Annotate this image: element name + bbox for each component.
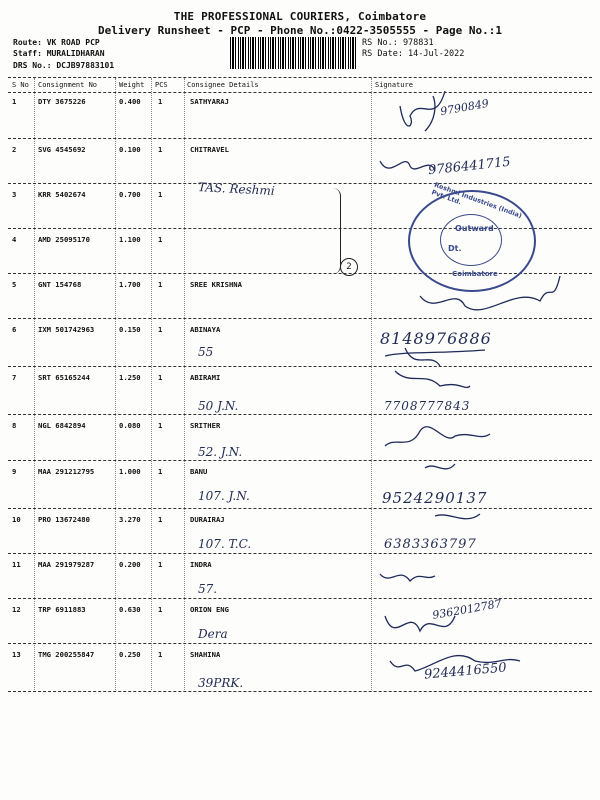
row-sno: 11: [12, 560, 21, 569]
row-sno: 7: [12, 373, 17, 382]
row-sno: 10: [12, 515, 21, 524]
row-signature-note: 9786441715: [427, 154, 512, 179]
row-pcs: 1: [158, 373, 163, 382]
route-label: Route: VK ROAD PCP: [13, 38, 100, 47]
row-weight: 0.150: [119, 325, 141, 334]
row-weight: 1.100: [119, 235, 141, 244]
row-handwritten-address: 57.: [198, 582, 218, 596]
row-signature-note: 9790849: [439, 96, 490, 119]
row-consignee: SREE KRISHNA: [190, 280, 242, 289]
col-consignment: Consignment No: [38, 81, 98, 89]
row-pcs: 1: [158, 605, 163, 614]
row-consignee: SRITHER: [190, 421, 221, 430]
staff-label: Staff: MURALIDHARAN: [13, 49, 105, 58]
signature-row-8: [385, 427, 490, 446]
row-signature-note: 9362012787: [431, 597, 503, 622]
row-consignee: BANU: [190, 467, 208, 476]
row-pcs: 1: [158, 97, 163, 106]
signature-row-7: [395, 371, 470, 387]
row-consignment: TRP 6911883: [38, 605, 86, 614]
row-consignee: DURAIRAJ: [190, 515, 225, 524]
row-consignee: SHAHINA: [190, 650, 221, 659]
col-pcs: PCS: [155, 81, 168, 89]
drs-label: DRS No.: DCJB97883101: [13, 61, 115, 70]
row-weight: 1.250: [119, 373, 141, 382]
row-signature-note: 7708777843: [384, 399, 471, 413]
row-consignment: KRR 5402674: [38, 190, 86, 199]
row-handwritten-address: 50 J.N.: [198, 399, 239, 413]
row-consignee: INDRA: [190, 560, 212, 569]
signature-row-10: [435, 514, 480, 519]
row-consignment: PRO 13672480: [38, 515, 90, 524]
stamp-date: Dt.: [448, 244, 462, 253]
rs-number: RS No.: 978831: [362, 38, 434, 48]
row-consignment: SVG 4545692: [38, 145, 86, 154]
row-pcs: 1: [158, 515, 163, 524]
stamp-city: Coimbatore: [452, 270, 498, 278]
row-consignment: MAA 291979287: [38, 560, 95, 569]
col-signature: Signature: [375, 81, 413, 89]
row-weight: 0.080: [119, 421, 141, 430]
row-sno: 8: [12, 421, 17, 430]
runsheet-title: Delivery Runsheet - PCP - Phone No.:0422-3505555 - Page No.:1: [98, 24, 502, 37]
row-pcs: 1: [158, 145, 163, 154]
row-consignment: AMD 25095170: [38, 235, 90, 244]
row-sno: 13: [12, 650, 21, 659]
row-consignee: ABIRAMI: [190, 373, 221, 382]
row-weight: 1.000: [119, 467, 141, 476]
signature-row-13: [390, 656, 520, 671]
row-weight: 0.100: [119, 145, 141, 154]
row-consignment: TMG 200255847: [38, 650, 95, 659]
row-consignment: IXM 501742963: [38, 325, 95, 334]
row-consignment: GNT 154768: [38, 280, 82, 289]
row-sno: 6: [12, 325, 17, 334]
row-weight: 0.400: [119, 97, 141, 106]
row-sno: 9: [12, 467, 17, 476]
row-sno: 4: [12, 235, 17, 244]
col-weight: Weight: [119, 81, 145, 89]
row-handwritten-address: 55: [198, 345, 214, 359]
signature-row-12: [385, 616, 455, 631]
col-details: Consignee Details: [187, 81, 259, 89]
row-handwritten-address: TAS. Reshmi: [197, 180, 276, 198]
rs-date: RS Date: 14-Jul-2022: [362, 49, 465, 59]
header-top-rule: [8, 77, 592, 78]
row-consignment: NGL 6842894: [38, 421, 86, 430]
row-sno: 1: [12, 97, 17, 106]
row-sno: 12: [12, 605, 21, 614]
row-sno: 3: [12, 190, 17, 199]
row-weight: 0.630: [119, 605, 141, 614]
row-pcs: 1: [158, 280, 163, 289]
row-handwritten-address: Dera: [198, 627, 228, 641]
row-consignee: SATHYARAJ: [190, 97, 229, 106]
row-weight: 1.700: [119, 280, 141, 289]
row-weight: 0.200: [119, 560, 141, 569]
row-handwritten-address: 39PRK.: [198, 676, 244, 690]
row-weight: 0.250: [119, 650, 141, 659]
row-sno: 2: [12, 145, 17, 154]
signature-row-6: [385, 348, 485, 366]
row-pcs: 1: [158, 560, 163, 569]
barcode: [230, 37, 358, 69]
stamp-outward: Outward: [455, 224, 494, 233]
row-signature-note: 6383363797: [384, 537, 477, 552]
row-pcs: 1: [158, 467, 163, 476]
row-pcs: 1: [158, 325, 163, 334]
row-signature-note: 9524290137: [382, 489, 488, 507]
group-annotation: 2: [340, 258, 358, 276]
row-consignee: CHITRAVEL: [190, 145, 229, 154]
grouping-brace: [330, 188, 341, 274]
row-signature-note: 8148976886: [380, 329, 492, 348]
row-handwritten-address: 52. J.N.: [198, 445, 243, 459]
signature-row-11: [380, 574, 435, 581]
row-consignment: SRT 65165244: [38, 373, 90, 382]
row-handwritten-address: 107. T.C.: [198, 537, 252, 551]
row-consignment: DTY 3675226: [38, 97, 86, 106]
signature-row-5: [420, 276, 560, 310]
row-consignee: ORION ENG: [190, 605, 229, 614]
stamp-company: Reshmi Industries (India) Pvt. Ltd.: [430, 180, 523, 220]
signature-strokes: [375, 86, 595, 696]
signature-row-9: [425, 464, 455, 469]
row-pcs: 1: [158, 650, 163, 659]
row-consignee: ABINAYA: [190, 325, 221, 334]
signature-row-1: [400, 91, 445, 131]
signature-row-2: [380, 161, 435, 171]
row-sno: 5: [12, 280, 17, 289]
row-weight: 3.270: [119, 515, 141, 524]
company-title: THE PROFESSIONAL COURIERS, Coimbatore: [173, 10, 427, 23]
row-pcs: 1: [158, 421, 163, 430]
row-consignment: MAA 291212795: [38, 467, 95, 476]
row-weight: 0.700: [119, 190, 141, 199]
row-handwritten-address: 107. J.N.: [198, 489, 250, 503]
col-sno: S No: [12, 81, 29, 89]
row-pcs: 1: [158, 235, 163, 244]
row-pcs: 1: [158, 190, 163, 199]
row-signature-note: 9244416550: [423, 660, 508, 683]
